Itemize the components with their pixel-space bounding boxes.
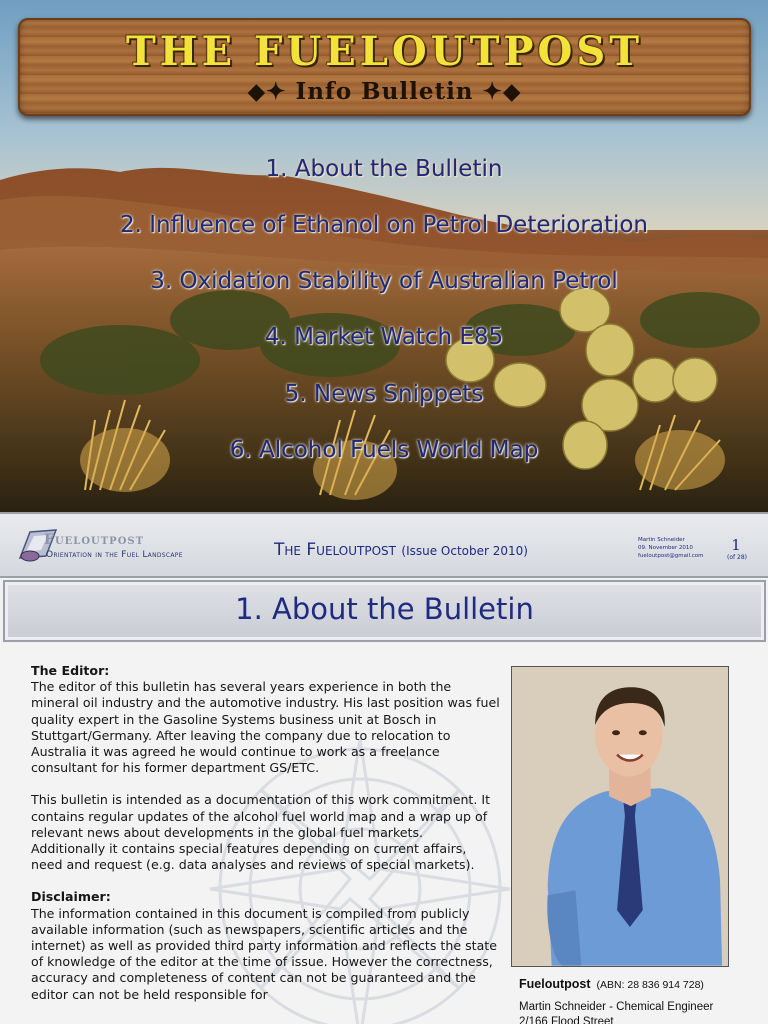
bulletin-title: THE FUELOUTPOST (126, 28, 643, 75)
page-header (0, 512, 768, 578)
section-title: 1. About the Bulletin (235, 592, 534, 626)
logo-name: Fueloutpost (44, 532, 145, 548)
toc-item-about[interactable]: 1. About the Bulletin (265, 156, 503, 182)
article-text (31, 663, 501, 1003)
purpose-paragraph: This bulletin is intended as a documentation of this work commitment. It contains regular updates of the alcohol fuel world map and a wrap up of relevant news about developments in the global fuel markets. Additionally it contains special features depending on current affairs, need and request (e.g. data analyses and reviews of special markets). (31, 792, 491, 873)
toc-item-worldmap[interactable]: 6. Alcohol Fuels World Map (229, 437, 539, 463)
disclaimer-paragraph: The information contained in this document is compiled from publicly available information (such as newspapers, scientific articles and the internet) as well as provided third party information and reflects the state of knowledge of the editor at the time of issue. However the correctness, accuracy and completeness of content can not be guaranteed and the editor can not be held responsible for (31, 905, 497, 1002)
toc-item-ethanol[interactable]: 2. Influence of Ethanol on Petrol Deterioration (119, 212, 649, 238)
ornament-left-icon: ◆✦ (247, 78, 287, 105)
editor-paragraph: The editor of this bulletin has several years experience in both the mineral oil industry and the automotive industry. His last position was fuel quality expert in the Gasoline Systems business unit at Bosch in Stuttgart/Germany. After leaving the company due to relocation to Australia it was agreed he would continue to work as a freelance consultant for his former department GS/ETC. (31, 679, 500, 776)
editor-photo (511, 666, 729, 967)
editor-heading: The Editor: (31, 663, 110, 678)
logo-tagline: Orientation in the Fuel Landscape (46, 550, 183, 560)
page-number: 1 (731, 536, 741, 554)
title-sign (18, 18, 751, 116)
toc-item-oxidation[interactable]: 3. Oxidation Stability of Australian Petrol (150, 268, 618, 294)
card-address: 2/166 Flood Street (519, 1016, 614, 1024)
toc-item-market[interactable]: 4. Market Watch E85 (264, 324, 504, 350)
card-abn: (ABN: 28 836 914 728) (596, 979, 704, 991)
ornament-right-icon: ✦◆ (482, 78, 522, 105)
toc-item-news[interactable]: 5. News Snippets (284, 381, 484, 407)
card-company: Fueloutpost (ABN: 28 836 914 728) (519, 977, 704, 991)
header-title: The Fueloutpost (Issue October 2010) (274, 540, 528, 560)
card-contact-name: Martin Schneider - Chemical Engineer (519, 1001, 714, 1013)
header-meta: Martin Schneider 09. November 2010 fueloutpost@gmail.com (638, 537, 704, 559)
page-body (0, 644, 768, 1024)
section-title-bar (3, 580, 766, 642)
bulletin-subtitle: ◆✦ Info Bulletin ✦◆ (247, 78, 522, 105)
header-issue: (Issue October 2010) (401, 544, 528, 558)
page-count: (of 28) (726, 554, 747, 561)
disclaimer-heading: Disclaimer: (31, 889, 111, 905)
